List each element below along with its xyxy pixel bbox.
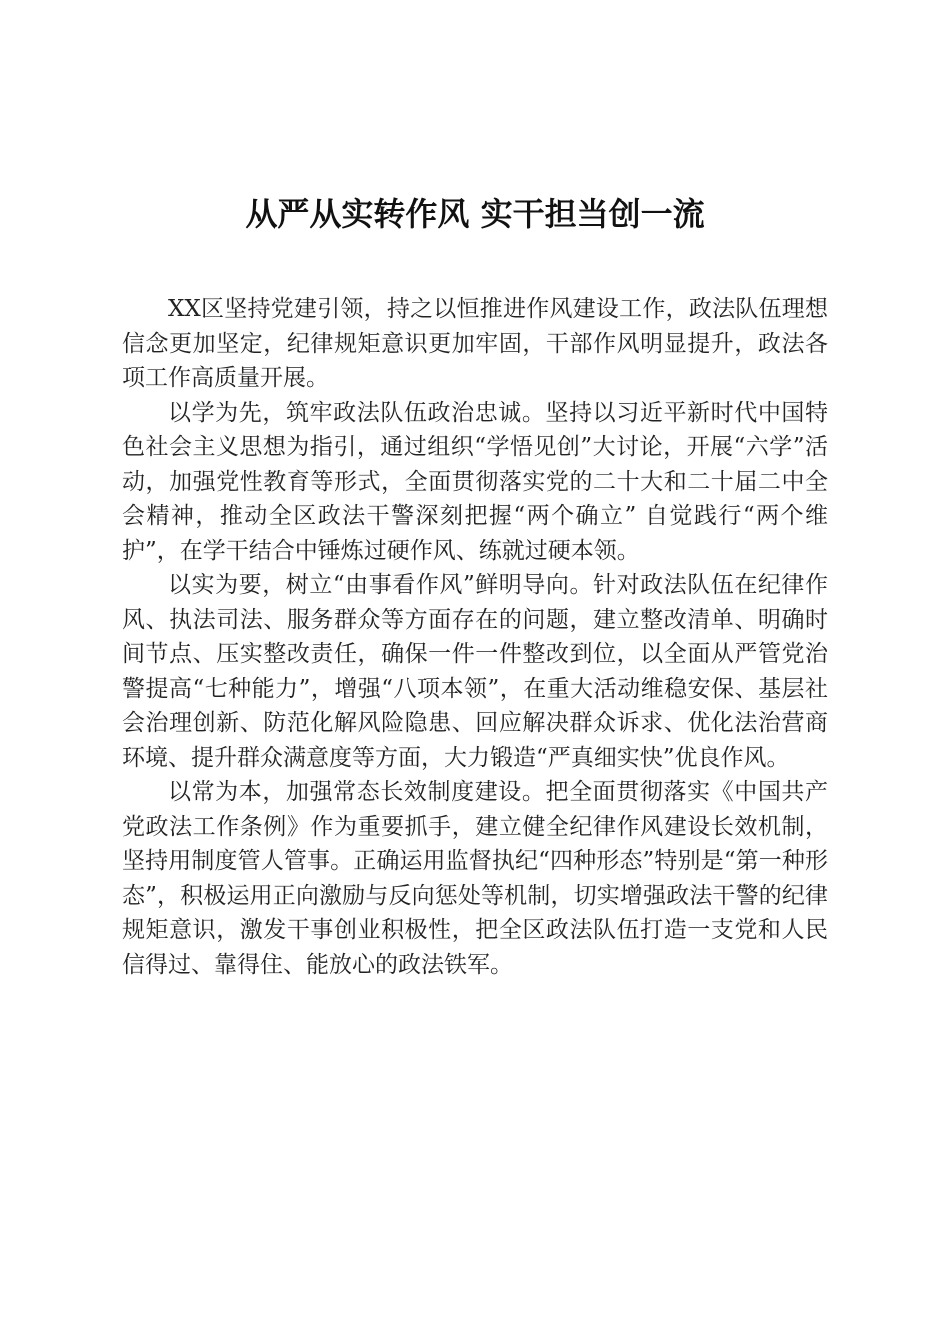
paragraph-routine: 以常为本，加强常态长效制度建设。把全面贯彻落实《中国共产党政法工作条例》作为重要抓手，建立健全纪律作风建设长效机制，坚持用制度管人管事。正确运用监督执纪“四种形态”特别是“第一种形态”，积极运用正向激励与反向惩处等机制，切实增强政法干警的纪律规矩意识，激发干事创业积极性，把全区政法队伍打造一支党和人民信得过、靠得住、能放心的政法铁军。	[122, 779, 828, 978]
paragraph-practice: 以实为要，树立“由事看作风”鲜明导向。针对政法队伍在纪律作风、执法司法、服务群众等方面存在的问题，建立整改清单、明确时间节点、压实整改责任，确保一件一件整改到位，以全面从严管党治警提高“七种能力”，增强“八项本领”，在重大活动维稳安保、基层社会治理创新、防范化解风险隐患、回应解决群众诉求、优化法治营商环境、提升群众满意度等方面，大力锻造“严真细实快”优良作风。	[122, 572, 828, 771]
paragraph-study: 以学为先，筑牢政法队伍政治忠诚。坚持以习近平新时代中国特色社会主义思想为指引，通过组织“学悟见创”大讨论，开展“六学”活动，加强党性教育等形式，全面贯彻落实党的二十大和二十届二中全会精神，推动全区政法干警深刻把握“两个确立” 自觉践行“两个维护”，在学干结合中锤炼过硬作风、练就过硬本领。	[122, 399, 828, 564]
document-body	[122, 292, 828, 982]
document-title: 从严从实转作风 实干担当创一流	[245, 195, 705, 233]
paragraph-intro: XX区坚持党建引领，持之以恒推进作风建设工作，政法队伍理想信念更加坚定，纪律规矩意识更加牢固，干部作风明显提升，政法各项工作高质量开展。	[122, 296, 828, 391]
